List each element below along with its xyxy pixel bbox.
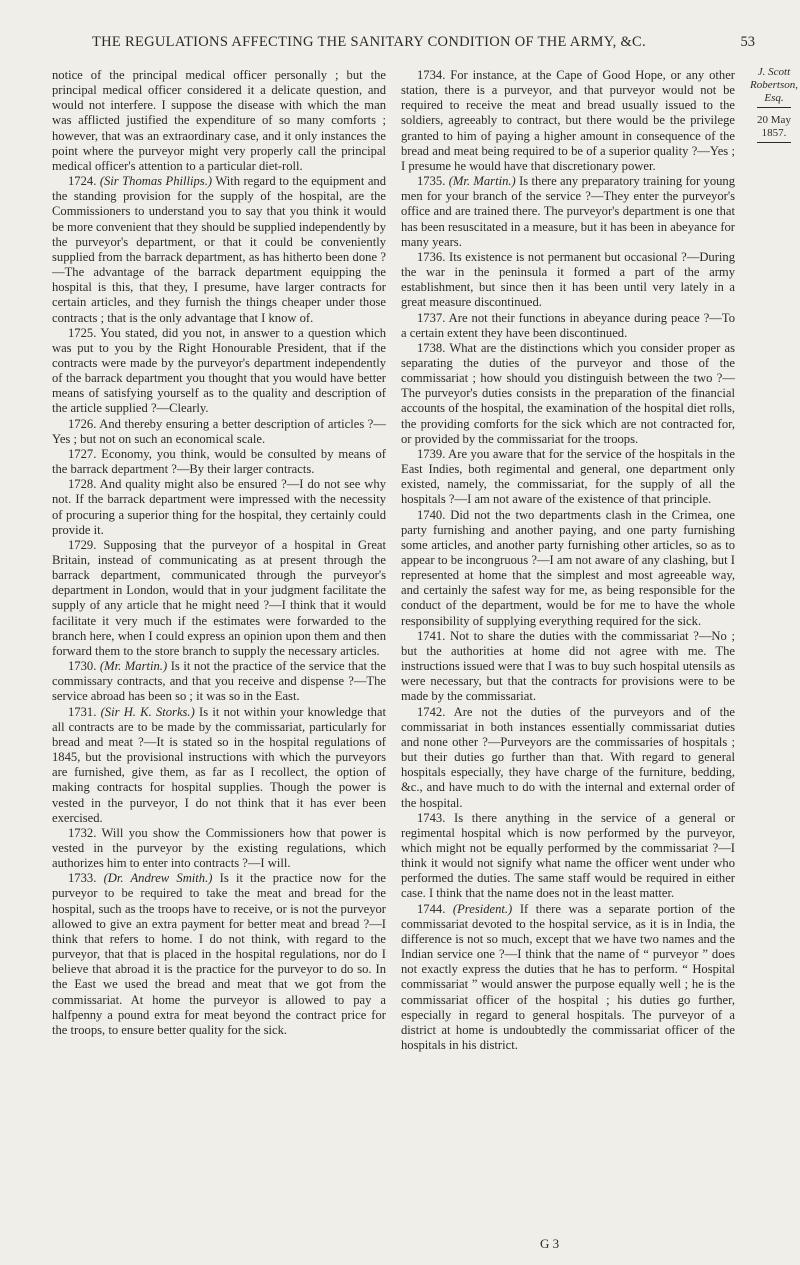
paragraph <box>401 902 735 1054</box>
paragraph <box>52 826 386 871</box>
speaker-name: (Sir H. K. Storks.) <box>100 704 195 719</box>
question-number: 1740. <box>417 507 446 522</box>
question-number: 1736. <box>417 249 446 264</box>
paragraph-text: notice of the principal medical officer personally ; but the principal medical officer considered it a delicate question, and would not interfere. I suppose the disease with which the man was afflicted justified the expenditure of so many comforts ; however, that was an extraordinary case, and it only instances the point where the purveyor might very properly call the principal medical officer's attention to a particular diet-roll. <box>52 68 386 173</box>
paragraph-text: Are not the duties of the purveyors and of the commissariat in both instances essentially commissariat duties and none other ?—Purveyors are the commissaries of hospitals ; but their duties go further than that. With regard to general hospitals especially, they have charge of the furniture, bedding, &c., and have much to do with the internal and external order of the hospital. <box>401 704 735 810</box>
question-number: 1741. <box>417 628 446 643</box>
paragraph <box>401 341 735 447</box>
paragraph-text: With regard to the equipment and the standing provision for the supply of the hospital, are the Commissioners to understand you to say that you think it would be more convenient that they should be supplied independently by the purveyor's department, or that it could be conveniently supplied from the barrack department, as has hitherto been done ?—The advantage of the barrack department equipping the hospital is this, that they, I presume, have larger contracts for certain articles, and they furnish the things cheaper under those contracts ; that is the only advantage that I know of. <box>52 174 387 325</box>
paragraph <box>52 447 386 477</box>
paragraph <box>401 311 735 341</box>
speaker-name: (Mr. Martin.) <box>448 174 516 189</box>
paragraph-text: Did not the two departments clash in the Crimea, one party furnishing and another paying, and one party furnishing some articles, and another party furnishing other articles, so as to appear to be incongruous ?—I am not aware of any clashing, but I represented at home that the simplest and most agreeable way, and certainly the safest way for me, as being responsible for the conduct of the department, would be for me to have the whole responsibility of supplying everything required for the sick. <box>401 507 735 628</box>
paragraph-text: Is it not within your knowledge that all contracts are to be made by the commissariat, particularly for bread and meat ?—It is stated so in the hospital regulations of 1845, but the provisional instructions with which the purveyors are furnished, give them, as far as I recollect, the option of making contracts for hospital supplies. Though the power is vested in the purveyor, I do not think that it has ever been exercised. <box>52 704 386 825</box>
speaker-name: (Mr. Martin.) <box>99 659 168 674</box>
signature-mark: G 3 <box>540 1236 560 1251</box>
paragraph-text: And quality might also be ensured ?—I do not see why not. If the barrack department were impressed with the necessity of procuring a superior thing for the hospital, they certainly could provide it. <box>52 477 386 537</box>
paragraph-text: Is there anything in the service of a general or regimental hospital which is now performed by the purveyor, which might not be equally performed by the commissariat ?—I think it would not signify what name the officer went under who performed the duties. The same staff would be required in either case. I think that the name does not in the least matter. <box>401 810 735 901</box>
paragraph-text: If there was a separate portion of the commissariat devoted to the hospital service, as it is in India, the difference is not so much, except that we have two names and the Indian service one ?—I think that the name of “ purveyor ” does not exactly express the duties that he has to perform. “ Hospital commissariat ” would answer the purpose equally well ; he is the commissariat officer of the hospital ; his duties go further, especially in regard to general hospitals. The purveyor of a district at home is undoubtedly the commissariat officer of the hospitals in his district. <box>401 901 735 1052</box>
left-column <box>52 68 386 1038</box>
paragraph <box>52 417 386 447</box>
witness-name: J. Scott Robertson, Esq. <box>750 66 798 104</box>
question-number: 1731. <box>68 704 97 719</box>
paragraph <box>52 538 386 659</box>
paragraph-text: Is there any preparatory training for young men for your branch of the service ?—They enter the purveyor's office and are trained there. The purveyor's department is one that has been resuscitated in a measure, but it has been in abeyance for many years. <box>401 174 736 249</box>
paragraph-text: Not to share the duties with the commissariat ?—No ; but the authorities at home did not agree with me. The instructions issued were that I was to buy such hospital utensils as were necessary, but that the contracts for provisions were to be made by the commissariat. <box>401 628 736 704</box>
question-number: 1744. <box>417 901 446 916</box>
margin-note <box>748 66 800 143</box>
paragraph-text: Supposing that the purveyor of a hospital in Great Britain, instead of communicating as at present through the barrack department, communicated through the purveyor's department in London, would that in your judgment facilitate the supply of any article that he might need ?—I think that it would facilitate it very much if the estimates were forwarded to the branch here, when I could express an opinion upon them and then forward them to the store branch to supply the necessary articles. <box>52 537 387 658</box>
paragraph-text: Are you aware that for the service of the hospitals in the East Indies, both regimental and general, one department only existed, namely, the commissariat, for the supply of all the hospitals ?—I am not aware of the existence of that principle. <box>401 446 735 507</box>
paragraph <box>401 705 735 811</box>
paragraph <box>401 250 735 311</box>
note-rule-2 <box>757 142 791 143</box>
running-header <box>40 34 755 56</box>
paragraph <box>52 68 386 174</box>
paragraph-text: And thereby ensuring a better description of articles ?—Yes ; but not on such an economical scale. <box>52 416 386 446</box>
question-number: 1725. <box>68 325 97 340</box>
paragraph-text: For instance, at the Cape of Good Hope, or any other station, there is a purveyor, and that purveyor would not be required to receive the meat and bread usually issued to the soldiers, agreeably to contract, but there would be the privilege granted to him of paying a higher amount in consequence of the bread and meat being required to be of a superior quality ?—Yes ; I presume he would have that discretionary power. <box>401 68 735 173</box>
question-number: 1726. <box>68 416 97 431</box>
paragraph-text: What are the distinctions which you consider proper as separating the duties of the purveyor and those of the commissariat ; how should you distinguish between the two ?—The purveyor's duties consists in the preparation of the financial accounts of the hospital, the examination of the hospital diet rolls, the providing comforts for the sick which are not contracted for, or provided by the commissariat for the troops. <box>401 340 736 446</box>
right-column <box>401 68 735 1053</box>
paragraph-text: Is it not the practice of the service that the commissary contracts, and that you receive and dispense ?—The service abroad has been so ; it was so in the East. <box>52 659 386 704</box>
question-number: 1733. <box>68 871 97 886</box>
question-number: 1732. <box>68 825 97 840</box>
paragraph <box>401 508 735 629</box>
speaker-name: (Sir Thomas Phillips.) <box>99 174 213 189</box>
question-number: 1737. <box>417 310 446 325</box>
paragraph-text: Will you show the Commissioners how that power is vested in the purveyor by the existing regulations, which authorizes him to enter into contracts ?—I will. <box>52 825 387 871</box>
question-number: 1735. <box>417 174 446 189</box>
question-number: 1728. <box>68 477 97 492</box>
paragraph <box>52 174 386 326</box>
paragraph <box>52 705 386 826</box>
question-number: 1724. <box>68 174 97 189</box>
question-number: 1729. <box>68 537 97 552</box>
paragraph <box>52 659 386 704</box>
header-title: THE REGULATIONS AFFECTING THE SANITARY CONDITION OF THE ARMY, &C. <box>92 34 646 50</box>
paragraph <box>401 447 735 508</box>
paragraph-text: Economy, you think, would be consulted by means of the barrack department ?—By their larger contracts. <box>52 446 386 477</box>
paragraph-text: Its existence is not permanent but occasional ?—During the war in the peninsula it formed a part of the army establishment, but since then it has been until very lately in a great measure discontinued. <box>401 249 735 310</box>
paragraph-text: Is it the practice now for the purveyor to be required to take the meat and bread for the hospital, such as the troops have to receive, or is not the purveyor allowed to give an extra payment for better meat and bread ?—I think that refers to home. I do not think, with regard to the purveyor, that that is placed in the hospital regulations, nor do I believe that abroad it is the practice for the purveyor to do so. In the East we used the bread and meat that we got from the commissariat. At home the purveyor is allowed to pay a halfpenny a pound extra for meat beyond the contract price for the troops, to ensure better quality for the sick. <box>52 871 386 1037</box>
paragraph-text: Are not their functions in abeyance during peace ?—To a certain extent they have been discontinued. <box>401 310 735 340</box>
paragraph <box>401 629 735 705</box>
question-number: 1742. <box>417 704 446 719</box>
question-number: 1734. <box>417 68 446 82</box>
page-number: 53 <box>740 34 755 50</box>
witness-date: 20 May 1857. <box>757 114 791 139</box>
question-number: 1739. <box>417 446 446 461</box>
question-number: 1743. <box>417 810 446 825</box>
question-number: 1730. <box>68 659 97 674</box>
speaker-name: (Dr. Andrew Smith.) <box>103 871 213 886</box>
paragraph <box>401 811 735 902</box>
paragraph-text: You stated, did you not, in answer to a question which was put to you by the Right Honourable President, that if the contracts were made by the purveyor's department independently of the barrack department you thought that you would have better means of satisfying yourself as to the quality and description of the article supplied ?—Clearly. <box>52 325 387 416</box>
paragraph <box>52 871 386 1038</box>
question-number: 1738. <box>417 340 446 355</box>
question-number: 1727. <box>68 446 97 461</box>
paragraph <box>401 68 735 174</box>
paragraph <box>52 326 386 417</box>
speaker-name: (President.) <box>452 901 513 916</box>
paragraph <box>52 477 386 538</box>
paragraph <box>401 174 735 250</box>
note-rule <box>757 107 791 108</box>
